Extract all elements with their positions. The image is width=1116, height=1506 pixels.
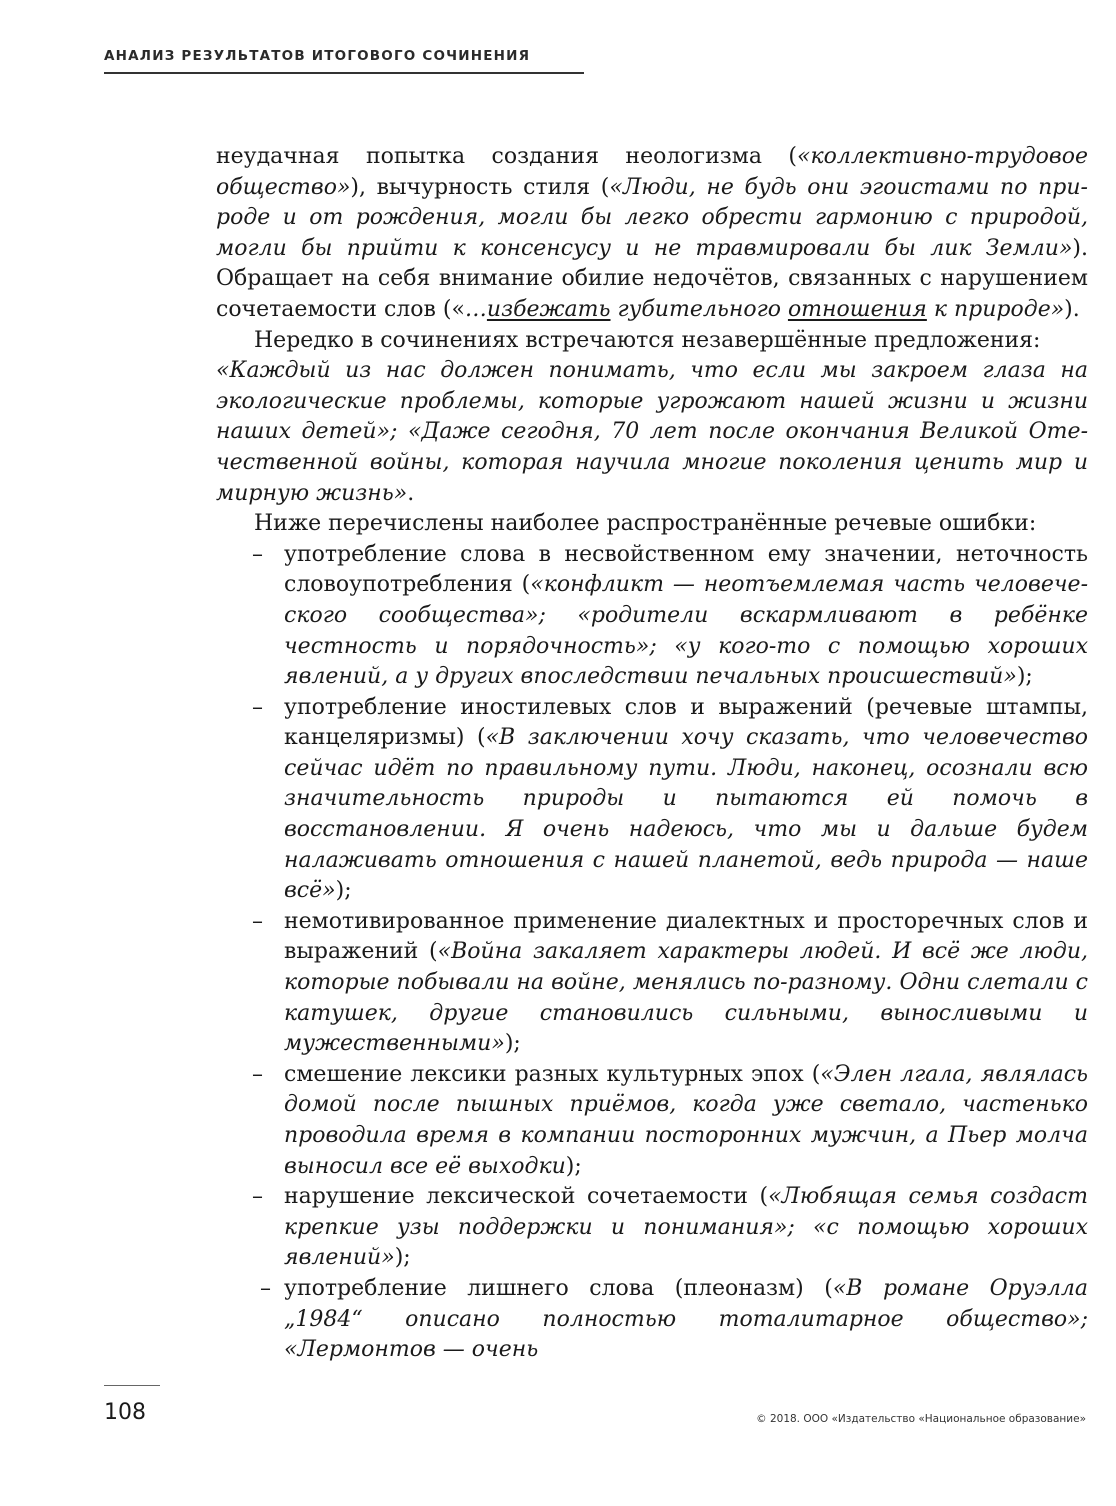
list-item: [252, 1182, 1088, 1274]
list-dash: –: [252, 694, 263, 720]
text: употребление лишнего слова (плеоназм) (: [284, 1275, 833, 1301]
quote: «Любящая семья создаст крепкие узы поддержки и понимания»; «с помощью хороших явлений»: [284, 1184, 1088, 1271]
text: употребление слова в несвойственном ему значении, неточность словоупотребления (: [284, 541, 1088, 598]
text: .: [407, 480, 415, 506]
quote: «конфликт — неотъемлемая часть человеческого сообщества»; «родители вскармливают в ребёнке честность и порядочность»; «у кого-то с помощью хороших явлений, а у других впоследствии печальных происшествий»: [284, 572, 1088, 690]
text: нарушение лексической сочетаемости (: [284, 1184, 769, 1210]
quote: «В романе Оруэлла „1984“ описано полностью тоталитарное общество»; «Лермонтов — очень: [284, 1275, 1088, 1363]
quote: «Война закаляет характеры людей. И всё же люди, которые побывали на войне, менялись по-разному. Одни слетали с катушек, другие становились сильными, выносливыми и мужественными»: [284, 939, 1088, 1057]
list-item: [252, 907, 1088, 1060]
list-item: [252, 540, 1088, 693]
footer-rule: [104, 1385, 160, 1386]
text: немотивированное применение диалектных и просторечных слов и выражений (: [284, 908, 1088, 965]
text: );: [335, 878, 352, 904]
list-dash: –: [252, 1061, 263, 1087]
text: );: [394, 1245, 411, 1271]
text: );: [565, 1153, 582, 1179]
list-dash: –: [252, 908, 263, 934]
text: Нередко в сочинениях встречаются незавершённые предложения:: [254, 327, 1041, 353]
quote: «Люди, не будь они эгоистами по природе и от рождения, могли бы легко обрести гармонию с природой, могли бы прийти к консенсусу и не травмировали бы лик Земли»: [216, 174, 1088, 261]
quote: «Каждый из нас должен понимать, что если мы закроем глаза на экологические проблемы, которые угрожают нашей жизни и жизни наших детей»; «Даже сегодня, 70 лет после окончания Великой Отечественной войны, которая научила многие поколения ценить мир и мирную жизнь»: [216, 358, 1088, 506]
main-text: [216, 142, 1088, 1366]
quote: «В заключении хочу сказать, что человечество сейчас идёт по правильному пути. Люди, наконец, осознали всю значительность природы и пытаются ей помочь в восстановлении. Я очень надеюсь, что мы и дальше будем налаживать отношения с нашей планетой, ведь природа — наше всё»: [284, 725, 1089, 904]
header-rule: [104, 72, 584, 74]
list-dash: –: [260, 1275, 271, 1301]
quote: …: [464, 296, 487, 322]
underlined-word: избежать: [486, 296, 611, 322]
text: ). Обращает на себя внимание обилие недочётов, связанных с нарушением сочетаемости слов («: [216, 235, 1088, 322]
text: неудачная попытка создания неологизма (: [216, 144, 798, 169]
paragraph-1: [216, 142, 1088, 326]
list-item: [260, 1274, 1088, 1366]
copyright-notice: © 2018. ООО «Издательство «Национальное образование»: [756, 1413, 1086, 1425]
text: употребление иностилевых слов и выражений (речевые штампы, канцеляризмы) (: [284, 694, 1088, 751]
quote: губительного: [610, 296, 788, 322]
text: ), вычурность стиля (: [350, 174, 610, 200]
list-item: [252, 1060, 1088, 1182]
paragraph-2: [216, 326, 1088, 510]
quote: «коллективно-трудовое общество»: [216, 144, 1088, 200]
running-header: АНАЛИЗ РЕЗУЛЬТАТОВ ИТОГОВОГО СОЧИНЕНИЯ: [104, 48, 531, 64]
quote: к природе»: [926, 296, 1065, 322]
text: );: [504, 1031, 521, 1057]
list-item: [252, 693, 1089, 907]
text: смешение лексики разных культурных эпох (: [284, 1061, 821, 1087]
quote: «Элен лгала, являлась домой после пышных приёмов, когда уже светало, частенько проводила время в компании посторонних мужчин, а Пьер молча выносил все её выходки: [284, 1061, 1088, 1179]
text: ).: [1064, 296, 1080, 322]
error-list: [216, 540, 1088, 1366]
page-number: 108: [104, 1400, 146, 1425]
list-dash: –: [252, 1184, 263, 1210]
paragraph-3: Ниже перечислены наиболее распространённые речевые ошибки:: [254, 511, 1037, 537]
list-dash: –: [252, 541, 263, 567]
text: );: [1016, 664, 1033, 690]
underlined-word: отношения: [787, 296, 927, 322]
